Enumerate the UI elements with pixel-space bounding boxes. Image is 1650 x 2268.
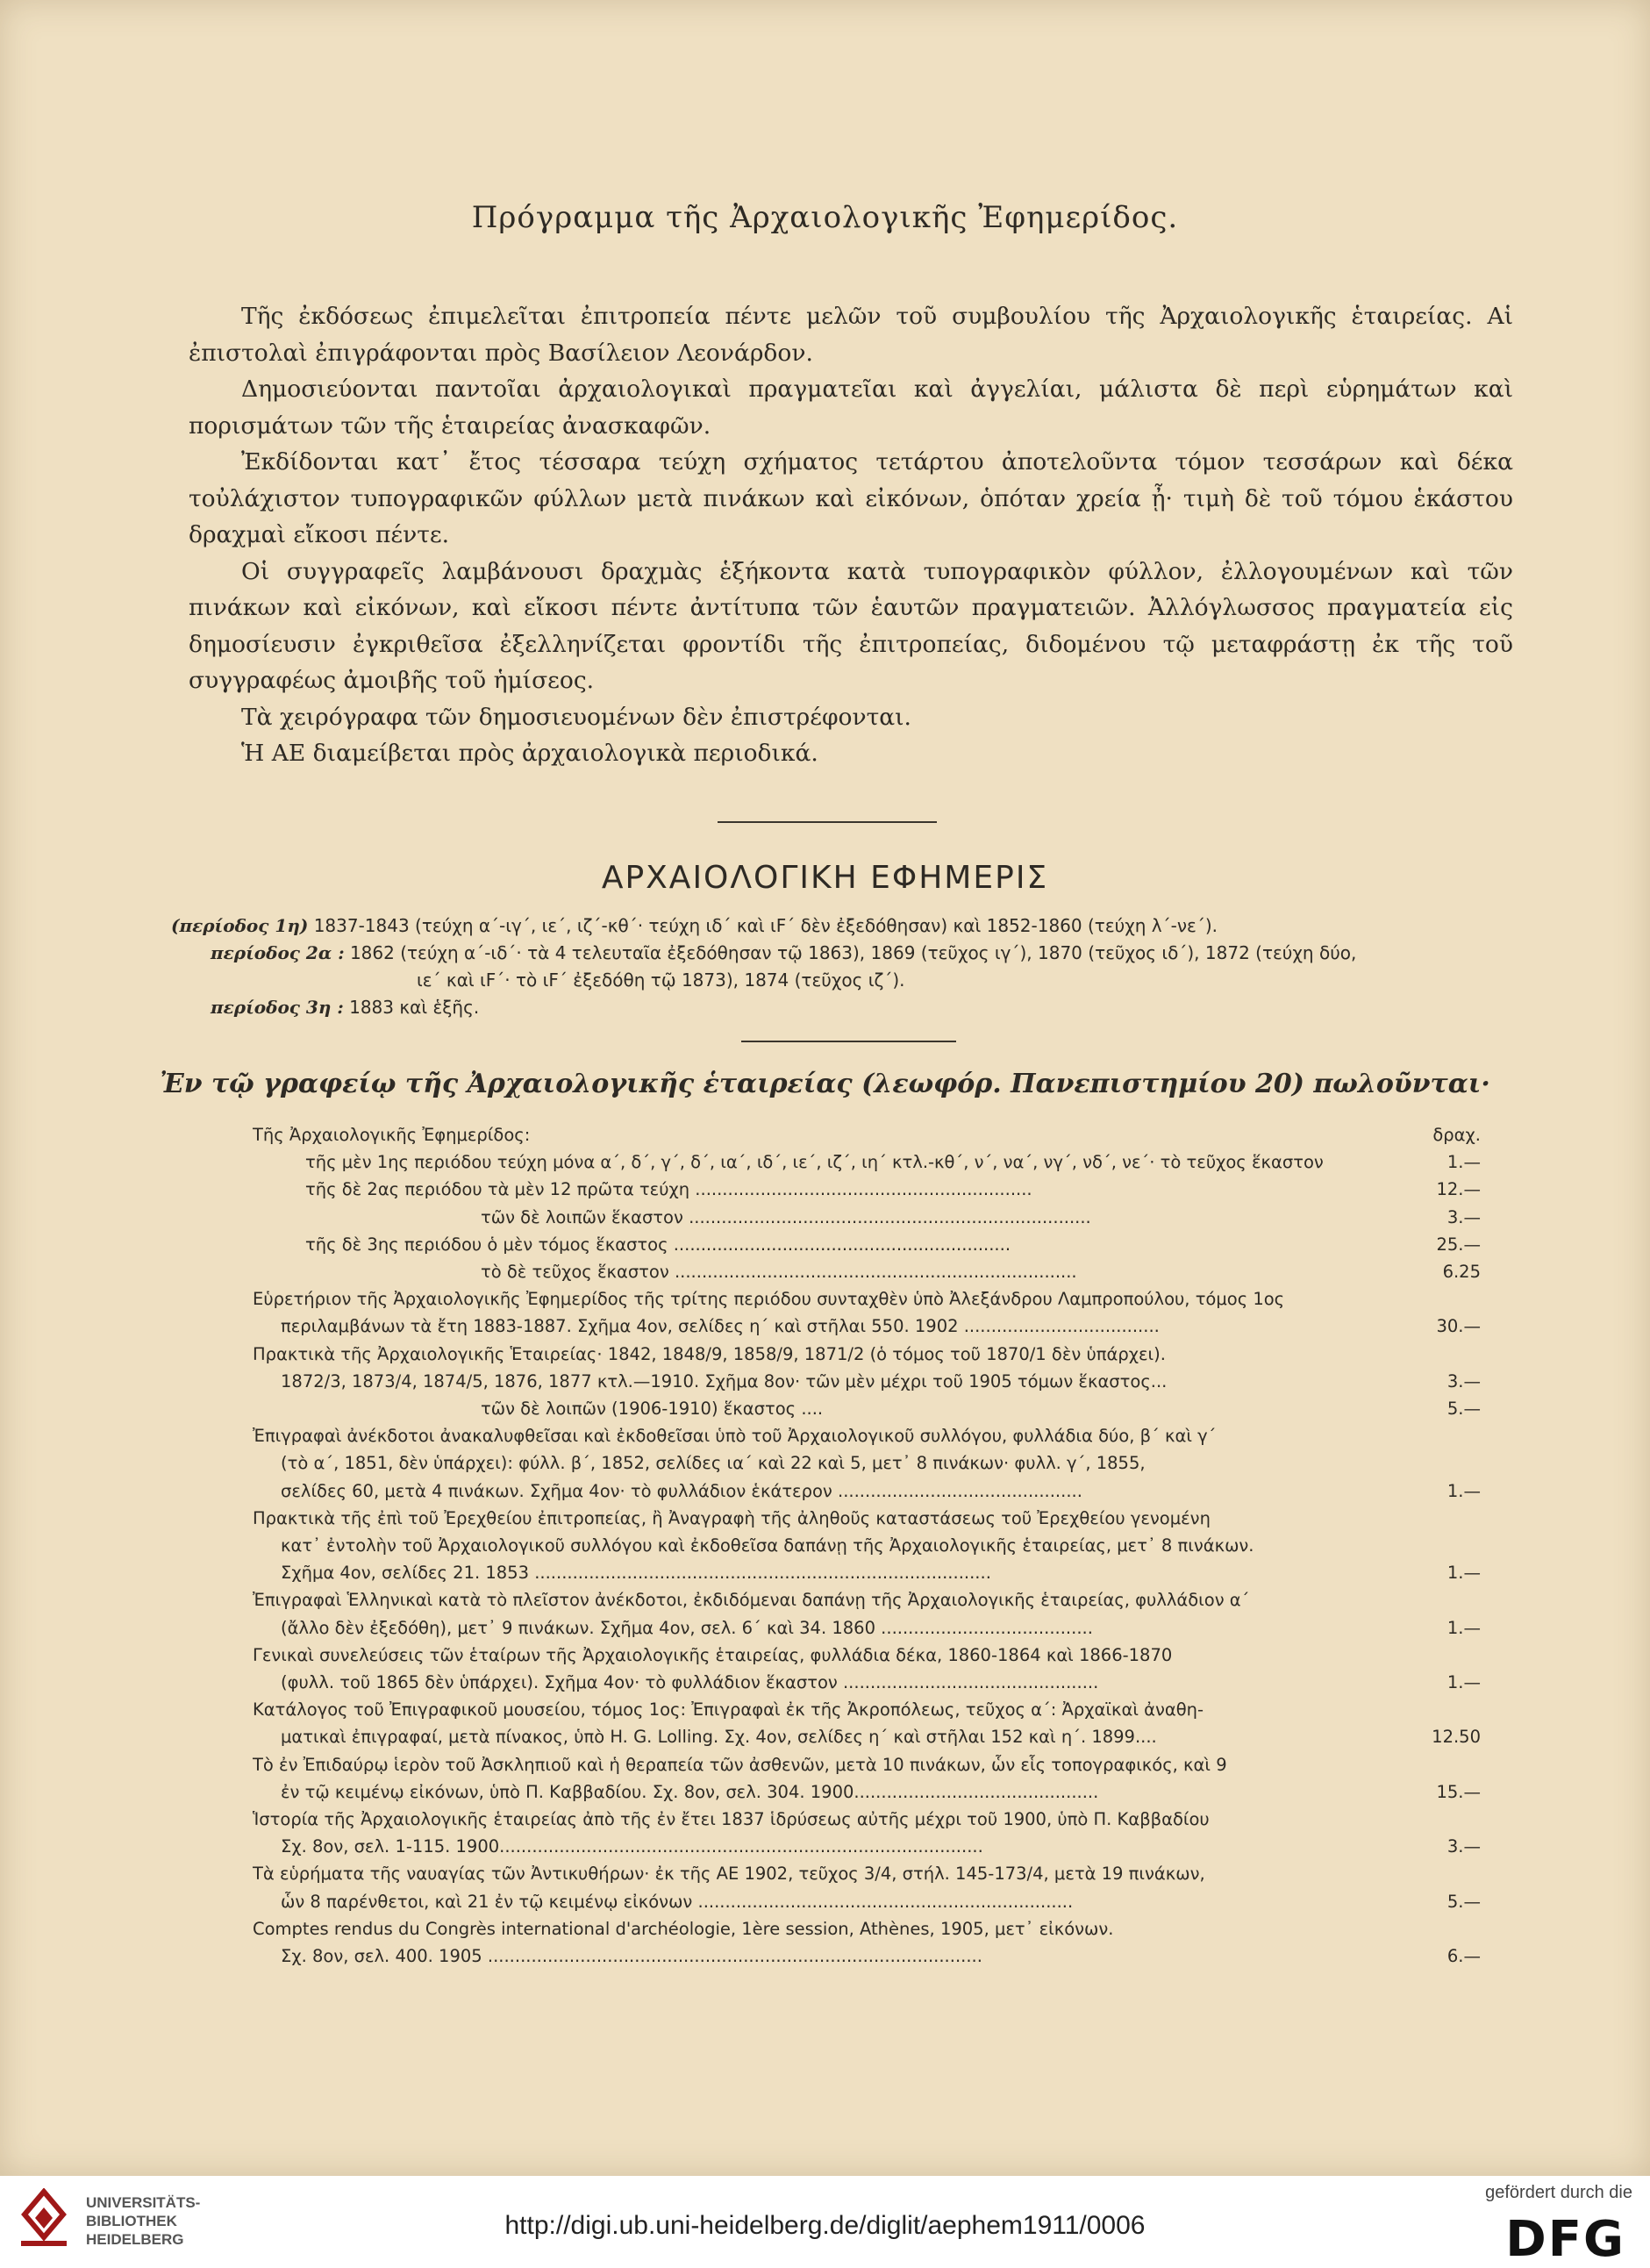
funding-label: gefördert durch die [1485,2183,1632,2202]
catalog-entry-price [1411,1505,1481,1532]
catalog-entry-text: Τῆς Ἀρχαιολογικῆς Ἐφημερίδος: [253,1125,531,1145]
catalog-row [253,1915,1481,1942]
catalog-row [253,1532,1481,1559]
catalog-entry-price: 25.— [1436,1234,1481,1255]
catalog-entry-price: 12.— [1436,1179,1481,1200]
period-line [171,940,1504,967]
catalog-row [253,1888,1481,1915]
catalog-row [253,1586,1481,1613]
catalog-row [253,1313,1481,1340]
catalog-entry-price [1411,1642,1481,1669]
program-title: Πρόγραμμα τῆς Ἀρχαιολογικῆς Ἐφημερίδος. [471,200,1179,235]
catalog-row [253,1477,1481,1505]
catalog-row [253,1696,1481,1723]
catalog-row [253,1614,1481,1642]
catalog-entry-text: τῆς δὲ 2ας περιόδου τὰ μὲν 12 πρῶτα τεύχη .............................................................. [305,1179,1032,1200]
catalog-entry-text: ματικαὶ ἐπιγραφαί, μετὰ πίνακος, ὑπὸ H. G. Lolling. Σχ. 4ον, σελίδες η΄ καὶ στῆλαι 152 καὶ η΄. 1899.... [281,1727,1157,1748]
catalog-entry-price: 6.25 [1442,1262,1481,1283]
catalog-entry-price: 1.— [1446,1480,1481,1501]
catalog-entry-price [1411,1532,1481,1559]
library-line: BIBLIOTHEK [86,2213,177,2229]
catalog-entry-text: Σχῆμα 4ον, σελίδες 21. 1853 .................................................................................... [281,1563,991,1584]
catalog-entry-price [1411,1341,1481,1368]
catalog-entry-text: Κατάλογος τοῦ Ἐπιγραφικοῦ μουσείου, τόμος 1ος: Ἐπιγραφαὶ ἐκ τῆς Ἀκροπόλεως, τεῦχος α΄: Ἀρχαϊκαὶ ἀναθη- [253,1699,1204,1721]
catalog-row [253,1341,1481,1368]
period-text: 1862 (τεύχη α΄-ιδ΄· τὰ 4 τελευταῖα ἐξεδόθησαν τῷ 1863), 1869 (τεῦχος ιγ΄), 1870 (τεῦχος ιδ΄), 1872 (τεύχη δύο, [349,942,1357,963]
catalog-row [253,1258,1481,1285]
catalog-row [253,1148,1481,1176]
catalog-entry-text: Ἐπιγραφαὶ ἀνέκδοτοι ἀνακαλυφθεῖσαι καὶ ἐκδοθεῖσαι ὑπὸ τοῦ Ἀρχαιολογικοῦ συλλόγου, φυλλάδια δύο, β΄ καὶ γ΄ [253,1426,1217,1447]
catalog-entry-price: 15.— [1436,1781,1481,1802]
dfg-logo: DFG [1505,2211,1625,2268]
catalog-entry-price: δραχ. [1432,1125,1481,1145]
catalog-row [253,1176,1481,1203]
catalog-entry-text: κατ᾽ ἐντολὴν τοῦ Ἀρχαιολογικοῦ συλλόγου καὶ ἐκδοθεῖσα δαπάνῃ τῆς Ἀρχαιολογικῆς ἑταιρείας, μετ᾽ 8 πινάκων. [281,1535,1254,1556]
intro-paragraph: Ἐκδίδονται κατ᾽ ἔτος τέσσαρα τεύχη σχήματος τετάρτου ἀποτελοῦντα τόμον τεσσάρων καὶ δέκα τοὐλάχιστον τυπογραφικῶν φύλλων μετὰ πινάκων καὶ εἰκόνων, ὁπόταν χρεία ᾖ· τιμὴ δὲ τοῦ τόμου ἑκάστου δραχμαὶ εἴκοσι πέντε. [189,448,1513,548]
catalog-row [253,1449,1481,1477]
catalog-entry-text: τῆς δὲ 3ης περιόδου ὁ μὲν τόμος ἕκαστος .............................................................. [305,1234,1011,1255]
period-text: 1837-1843 (τεύχη α΄-ιγ΄, ιε΄, ιζ΄-κθ΄· τεύχη ιδ΄ καὶ ιF΄ δὲν ἐξεδόθησαν) καὶ 1852-1860 (τεύχη λ΄-νε΄). [313,915,1218,936]
catalog-entry-price [1411,1285,1481,1313]
catalog-entry-price [1411,1860,1481,1887]
intro-paragraph: Τῆς ἐκδόσεως ἐπιμελεῖται ἐπιτροπεία πέντε μελῶν τοῦ συμβουλίου τῆς Ἀρχαιολογικῆς ἑταιρείας. Αἱ ἐπιστολαὶ ἐπιγράφονται πρὸς Βασίλειον Λεονάρδον. [189,303,1513,367]
catalog-row [253,1942,1481,1970]
period-label: περίοδος 3η : [211,997,344,1018]
catalog-entry-price [1411,1751,1481,1778]
library-line: HEIDELBERG [86,2231,184,2248]
catalog-entry-text: (τὸ α΄, 1851, δὲν ὑπάρχει): φύλλ. β΄, 1852, σελίδες ια΄ καὶ 22 καὶ 5, μετ᾽ 8 πινάκων· φυλλ. γ΄, 1855, [281,1453,1146,1474]
catalog-entry-price [1411,1422,1481,1449]
catalog-entry-price: 1.— [1446,1152,1481,1173]
catalog-entry-text: Γενικαὶ συνελεύσεις τῶν ἑταίρων τῆς Ἀρχαιολογικῆς ἑταιρείας, φυλλάδια δέκα, 1860-1864 καὶ 1866-1870 [253,1644,1173,1665]
catalog-entry-price: 1.— [1446,1563,1481,1584]
catalog-row [253,1669,1481,1696]
catalog-row [253,1559,1481,1586]
catalog-entry-price: 5.— [1446,1399,1481,1420]
catalog-entry-price [1411,1696,1481,1723]
catalog-list [253,1121,1481,1970]
period-text: ιε΄ καὶ ιF΄· τὸ ιF΄ ἐξεδόθη τῷ 1873), 1874 (τεῦχος ιζ΄). [417,969,905,991]
catalog-entry-price: 3.— [1446,1206,1481,1227]
intro-paragraph: Δημοσιεύονται παντοῖαι ἀρχαιολογικαὶ πραγματεῖαι καὶ ἀγγελίαι, μάλιστα δὲ περὶ εὑρημάτων καὶ πορισμάτων τῶν τῆς ἑταιρείας ἀνασκαφῶν. [189,376,1513,440]
catalog-row [253,1368,1481,1395]
catalog-entry-price: 1.— [1446,1617,1481,1638]
catalog-row [253,1285,1481,1313]
intro-paragraph: Τὰ χειρόγραφα τῶν δημοσιευομένων δὲν ἐπιστρέφονται. [241,703,911,731]
period-line [171,967,1504,994]
library-line: UNIVERSITÄTS- [86,2194,201,2211]
period-label: (περίοδος 1η) [171,915,309,936]
catalog-entry-text: (ἄλλο δὲν ἐξεδόθη), μετ᾽ 9 πινάκων. Σχῆμα 4ον, σελ. 6΄ καὶ 34. 1860 ....................................... [281,1617,1093,1638]
ephemeris-title: ΑΡΧΑΙΟΛΟΓΙΚΗ ΕΦΗΜΕΡΙΣ [601,860,1049,896]
catalog-entry-text: περιλαμβάνων τὰ ἔτη 1883-1887. Σχῆμα 4ον, σελίδες η΄ καὶ στῆλαι 550. 1902 .................................... [281,1316,1160,1337]
catalog-row [253,1231,1481,1258]
catalog-entry-text: τῶν δὲ λοιπῶν (1906-1910) ἕκαστος .... [481,1399,824,1420]
catalog-entry-text: σελίδες 60, μετὰ 4 πινάκων. Σχῆμα 4ον· τὸ φυλλάδιον ἑκάτερον ............................................. [281,1480,1082,1501]
catalog-entry-price [1411,1586,1481,1613]
catalog-row [253,1422,1481,1449]
permalink-url[interactable]: http://digi.ub.uni-heidelberg.de/diglit/aephem1911/0006 [504,2211,1146,2240]
catalog-row [253,1806,1481,1833]
catalog-row [253,1121,1481,1148]
catalog-entry-text: ἐν τῷ κειμένῳ εἰκόνων, ὑπὸ Π. Καββαδίου. Σχ. 8ον, σελ. 304. 1900............................................. [281,1781,1099,1802]
catalog-entry-text: Τὸ ἐν Ἐπιδαύρῳ ἱερὸν τοῦ Ἀσκληπιοῦ καὶ ἡ θεραπεία τῶν ἀσθενῶν, μετὰ 10 πινάκων, ὧν εἷς τοπογραφικός, καὶ 9 [253,1754,1227,1775]
catalog-entry-text: τὸ δὲ τεῦχος ἕκαστον .......................................................................... [481,1262,1077,1283]
intro-paragraph: Ἡ ΑΕ διαμείβεται πρὸς ἀρχαιολογικὰ περιοδικά. [241,740,818,767]
period-text: 1883 καὶ ἑξῆς. [349,997,480,1018]
catalog-row [253,1642,1481,1669]
period-line [171,912,1504,940]
catalog-entry-price: 3.— [1446,1370,1481,1392]
footer [0,2176,1650,2268]
catalog-entry-text: Σχ. 8ον, σελ. 1-115. 1900......................................................................................... [281,1836,983,1857]
divider [718,821,937,823]
sale-heading: Ἐν τῷ γραφείῳ τῆς Ἀρχαιολογικῆς ἑταιρείας (λεωφόρ. Πανεπιστημίου 20) πωλοῦνται· [160,1069,1490,1099]
catalog-row [253,1723,1481,1750]
catalog-entry-price [1411,1449,1481,1477]
catalog-entry-text: Εὑρετήριον τῆς Ἀρχαιολογικῆς Ἐφημερίδος τῆς τρίτης περιόδου συνταχθὲν ὑπὸ Ἀλεξάνδρου Λαμπροπούλου, τόμος 1ος [253,1289,1285,1310]
catalog-row [253,1204,1481,1231]
catalog-row [253,1751,1481,1778]
catalog-entry-price: 1.— [1446,1672,1481,1693]
intro-paragraph: Οἱ συγγραφεῖς λαμβάνουσι δραχμὰς ἑξήκοντα κατὰ τυπογραφικὸν φύλλον, ἐλλογουμένων καὶ τῶν πινάκων καὶ εἰκόνων, καὶ εἴκοσι πέντε ἀντίτυπα τῶν ἑαυτῶν πραγματειῶν. Ἀλλόγλωσσος πραγματεία εἰς δημοσίευσιν ἐγκριθεῖσα ἐξελληνίζεται φροντίδι τῆς ἐπιτροπείας, διδομένου τῷ μεταφράστῃ ἐκ τῆς τοῦ συγγραφέως ἀμοιβῆς τοῦ ἡμίσεος. [189,557,1513,694]
catalog-entry-price: 3.— [1446,1836,1481,1857]
catalog-entry-text: Πρακτικὰ τῆς ἐπὶ τοῦ Ἐρεχθείου ἐπιτροπείας, ἢ Ἀναγραφὴ τῆς ἀληθοῦς καταστάσεως τοῦ Ἐρεχθείου γενομένη [253,1507,1211,1528]
period-line [171,994,1504,1021]
catalog-row [253,1860,1481,1887]
catalog-entry-text: Τὰ εὑρήματα τῆς ναυαγίας τῶν Ἀντικυθήρων· ἐκ τῆς ΑΕ 1902, τεῦχος 3/4, στήλ. 145-173/4, μετὰ 19 πινάκων, [253,1864,1205,1885]
catalog-entry-text: ὧν 8 παρένθετοι, καὶ 21 ἐν τῷ κειμένῳ εἰκόνων ..................................................................... [281,1891,1074,1912]
catalog-entry-price: 6.— [1446,1946,1481,1967]
catalog-entry-price [1411,1806,1481,1833]
catalog-entry-text: 1872/3, 1873/4, 1874/5, 1876, 1877 κτλ.—1910. Σχῆμα 8ον· τῶν μὲν μέχρι τοῦ 1905 τόμων ἕκαστος... [281,1370,1168,1392]
catalog-entry-text: Πρακτικὰ τῆς Ἀρχαιολογικῆς Ἑταιρείας· 1842, 1848/9, 1858/9, 1871/2 (ὁ τόμος τοῦ 1870/1 δὲν ὑπάρχει). [253,1343,1166,1364]
catalog-entry-text: τῶν δὲ λοιπῶν ἕκαστον .......................................................................... [481,1206,1091,1227]
catalog-entry-price: 5.— [1446,1891,1481,1912]
catalog-entry-text: Comptes rendus du Congrès international d'archéologie, 1ère session, Athènes, 1905, μετ᾽ εἰκόνων. [253,1918,1114,1939]
intro-text [189,298,1513,772]
catalog-row [253,1833,1481,1860]
catalog-entry-text: (φυλλ. τοῦ 1865 δὲν ὑπάρχει). Σχῆμα 4ον· τὸ φυλλάδιον ἕκαστον ............................................... [281,1672,1099,1693]
catalog-entry-text: τῆς μὲν 1ης περιόδου τεύχη μόνα α΄, δ΄, γ΄, δ΄, ια΄, ιδ΄, ιε΄, ιζ΄, ιη΄ κτλ.-κθ΄, ν΄, να΄, νγ΄, νδ΄, νε΄· τὸ τεῦχος ἕκαστον [305,1152,1324,1173]
catalog-row [253,1505,1481,1532]
catalog-entry-text: Ἐπιγραφαὶ Ἑλληνικαὶ κατὰ τὸ πλεῖστον ἀνέκδοτοι, ἐκδιδόμεναι δαπάνῃ τῆς Ἀρχαιολογικῆς ἑταιρείας, φυλλάδιον α΄ [253,1590,1250,1611]
catalog-row [253,1778,1481,1806]
catalog-entry-price [1411,1915,1481,1942]
catalog-entry-text: Σχ. 8ον, σελ. 400. 1905 ........................................................................................... [281,1946,982,1967]
periods-list [171,912,1504,1021]
period-label: περίοδος 2α : [211,942,345,963]
catalog-entry-text: Ἱστορία τῆς Ἀρχαιολογικῆς ἑταιρείας ἀπὸ τῆς ἐν ἔτει 1837 ἱδρύσεως αὐτῆς μέχρι τοῦ 1900, ὑπὸ Π. Καββαδίου [253,1809,1210,1830]
catalog-entry-price: 30.— [1436,1316,1481,1337]
catalog-row [253,1395,1481,1422]
catalog-entry-price: 12.50 [1432,1727,1481,1748]
divider [741,1041,956,1042]
